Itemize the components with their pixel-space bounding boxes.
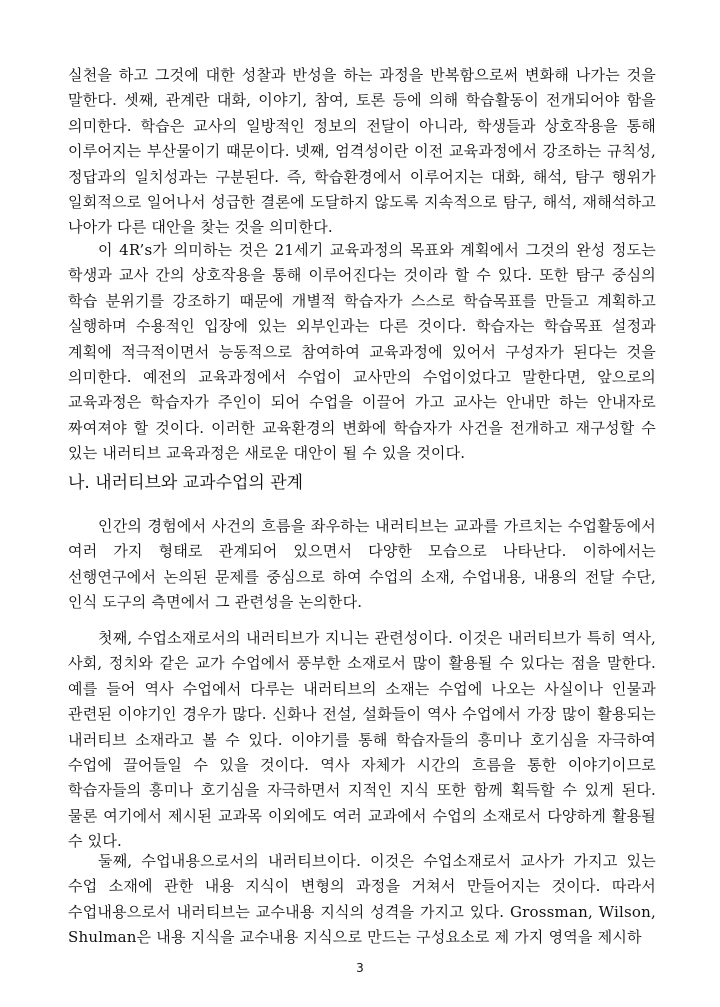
paragraph-4rs-meaning: 이 4R’s가 의미하는 것은 21세기 교육과정의 목표와 계획에서 그것의 완성 정도는 학생과 교사 간의 상호작용을 통해 이루어진다는 것이라 할 수 있다. 또한 탐구 중심의 학습 분위기를 강조하기 때문에 개별적 학습자가 스스로 학습목표를 만들고 계획하고 실행하며 수용적인 입장에 있는 외부인과는 다른 것이다. 학습자는 학습목표 설정과 계획에 적극적이면서 능동적으로 참여하여 교육과정에 있어서 구성자가 된다는 것을 의미한다. 예전의 교육과정에서 수업이 교사만의 수업이었다고 말한다면, 앞으로의 교육과정은 학습자가 주인이 되어 수업을 이끌어 가고 교사는 안내만 하는 안내자로 짜여져야 할 것이다. 이러한 교육환경의 변화에 학습자가 사건을 전개하고 재구성할 수 있는 내러티브 교육과정은 새로운 대안이 될 수 있을 것이다. bbox=[68, 241, 656, 463]
paragraph-narrative-as-material: 첫째, 수업소재로서의 내러티브가 지니는 관련성이다. 이것은 내러티브가 특히 역사, 사회, 정치와 같은 교가 수업에서 풍부한 소재로서 많이 활용될 수 있다는 점을 말한다. 예를 들어 역사 수업에서 다루는 내러티브의 소재는 수업에 나오는 사실이나 인물과 관련된 이야기인 경우가 많다. 신화나 전설, 설화들이 역사 수업에서 가장 많이 활용되는 내러티브 소재라고 볼 수 있다. 이야기를 통해 학습자들의 흥미나 호기심을 자극하여 수업에 끌어들일 수 있을 것이다. 역사 자체가 시간의 흐름을 통한 이야기이므로 학습자들의 흥미나 호기심을 자극하면서 지적인 지식 또한 함께 획득할 수 있게 된다. 물론 여기에서 제시된 교과목 이외에도 여러 교과에서 수업의 소재로서 다양하게 활용될 수 있다. bbox=[68, 629, 656, 851]
paragraph-reflection-relation-rigor: 실천을 하고 그것에 대한 성찰과 반성을 하는 과정을 반복함으로써 변화해 나가는 것을 말한다. 셋째, 관계란 대화, 이야기, 참여, 토론 등에 의해 학습활동이 전개되어야 함을 의미한다. 학습은 교사의 일방적인 정보의 전달이 아니라, 학생들과 상호작용을 통해 이루어지는 부산물이기 때문이다. 넷째, 엄격성이란 이전 교육과정에서 강조하는 규칙성, 정답과의 일치성과는 구분된다. 즉, 학습환경에서 이루어지는 대화, 해석, 탐구 행위가 일회적으로 일어나서 성급한 결론에 도달하지 않도록 지속적으로 탐구, 해석, 재해석하고 나아가 다른 대안을 찾는 것을 의미한다. bbox=[68, 66, 656, 237]
section-heading: 나. 내러티브와 교과수업의 관계 bbox=[68, 473, 304, 493]
paragraph-narrative-intro: 인간의 경험에서 사건의 흐름을 좌우하는 내러티브는 교과를 가르치는 수업활동에서 여러 가지 형태로 관계되어 있으면서 다양한 모습으로 나타난다. 이하에서는 선행연구에서 논의된 문제를 중심으로 하여 수업의 소재, 수업내용, 내용의 전달 수단, 인식 도구의 측면에서 그 관련성을 논의한다. bbox=[68, 517, 656, 612]
paragraph-narrative-as-content: 둘째, 수업내용으로서의 내러티브이다. 이것은 수업소재로서 교사가 가지고 있는 수업 소재에 관한 내용 지식이 변형의 과정을 거쳐서 만들어지는 것이다. 따라서 수업내용으로서 내러티브는 교수내용 지식의 성격을 가지고 있다. Grossman, Wilson, Shulman은 내용 지식을 교수내용 지식으로 만드는 구성요소로 제 가지 영역을 제시하 bbox=[68, 852, 656, 947]
page-number: 3 bbox=[356, 961, 364, 975]
